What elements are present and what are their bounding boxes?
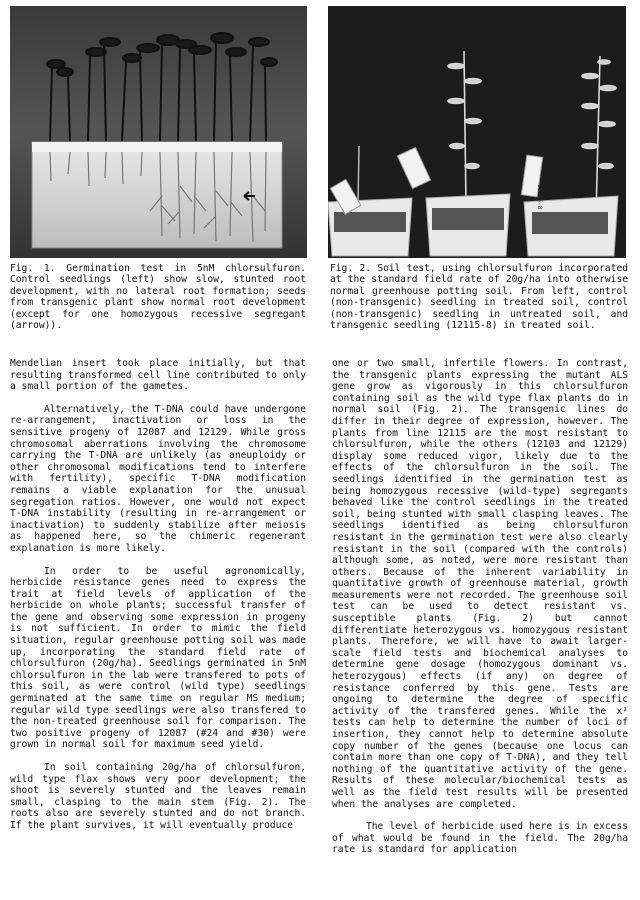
pot-label-transgenic: 12115-8 [536, 184, 543, 210]
right-text-column [332, 358, 628, 867]
right-paragraph-1: one or two small, infertile flowers. In contrast, the transgenic plants expressing the mutant ALS gene grow as vigorously in this chlorsulfuron containing soil as the wild type flax plants do in normal soil (Fig. 2). The transgenic lines do differ in their degree of expression, however. The plants from line 12115 are the most resistant to chlorsulfuron, while the others (12103 and 12129) display some reduced vigor, likely due to the effects of the chlorsulfuron in the soil. The seedlings identified in the germination test as being homozygous recessive (wild-type) segregants behaved like the control seedlings in the treated soil, being stunted with small clasping leaves. The seedlings identified as being chlorsulfuron resistant in the germination test were also clearly resistant in the soil (compared with the controls) although some, as noted, were more resistant than others. Because of the inherent variability in quantitative growth of greenhouse material, growth measurements were not recorded. The greenhouse soil test can be used to detect resistant vs. susceptible plants (Fig. 2) but cannot differentiate heterozygous vs. homozygous resistant plants. Therefore, we will have to await larger-scale field tests and biochemical analyses to determine gene dosage (homozygous dominant vs. heterozygous) effects (if any) on degree of resistance conferred by this gene. Tests are ongoing to determine the degree of specific activity of the transfered genes. While the x² tests can help to determine the number of loci of insertion, they cannot help to determine absolute copy number of the genes (because one locus can contain more than one copy of T-DNA), and they tell nothing of the quantitative activity of the gene. Results of these molecular/biochemical tests as well as the field test results will be presented when the analyses are completed. [332, 358, 628, 810]
figure-1-caption: Fig. 1. Germination test in 5nM chlorsulfuron. Control seedlings (left) show slow, stunted root development, with no lateral root formation; seeds from transgenic plant show normal root development (except for one homozygous recessive segregant (arrow)). [10, 263, 306, 332]
right-paragraph-2: The level of herbicide used here is in excess of what would be found in the field. The 20g/ha rate is standard for application [332, 821, 628, 856]
figure-1-photo [10, 6, 307, 258]
figure-2-caption: Fig. 2. Soil test, using chlorsulfuron incorporated at the standard field rate of 20g/ha into otherwise normal greenhouse potting soil. From left, control (non-transgenic) seedling in treated soil, control (non-transgenic) seedling in untreated soil, and transgenic seedling (12115-8) in treated soil. [330, 263, 628, 332]
soil-test-illustration [328, 6, 626, 258]
left-paragraph-1: Mendelian insert took place initially, but that resulting transformed cell line contributed to only a small portion of the gametes. [10, 358, 306, 393]
left-text-column [10, 358, 306, 843]
left-paragraph-2: Alternatively, the T-DNA could have undergone re-arrangement, inactivation or loss in the sensitive progeny of 12087 and 12129. While gross chromosomal aberrations involving the chromosome carrying the T-DNA are unlikely (as aneuploidy or other chromosomal modifications tend to interfere with fertility), specific T-DNA modification remains a viable explanation for the unusual segregation ratios. However, one would not expect T-DNA instability (resulting in re-arrangement or inactivation) to suddenly stabilize after meiosis as happened here, so the chimeric regenerant explanation is more likely. [10, 403, 306, 554]
figure-2-photo [328, 6, 626, 258]
left-paragraph-3: In order to be useful agronomically, herbicide resistance genes need to express the trait at field levels of application of the herbicide on whole plants; successful transfer of the gene and observing some expression in progeny is not sufficient. In order to mimic the field situation, regular greenhouse potting soil was made up, incorporating the standard field rate of chlorsulfuron (20g/ha). Seedlings germinated in 5nM chlorsulfuron in the lab were transfered to pots of this soil, as were control (wild type) seedlings germinated at the same time on regular MS medium; regular wild type seedlings were also transfered to the non-treated greenhouse soil for comparison. The two positive progeny of 12087 (#24 and #30) were grown in normal soil for maximum seed yield. [10, 565, 306, 751]
left-paragraph-4: In soil containing 20g/ha of chlorsulfuron, wild type flax shows very poor development; the shoot is severely stunted and the leaves remain small, clasping to the main stem (Fig. 2). The roots also are severely stunted and do not branch. If the plant survives, it will eventually produce [10, 762, 306, 831]
germination-test-illustration [10, 6, 307, 258]
